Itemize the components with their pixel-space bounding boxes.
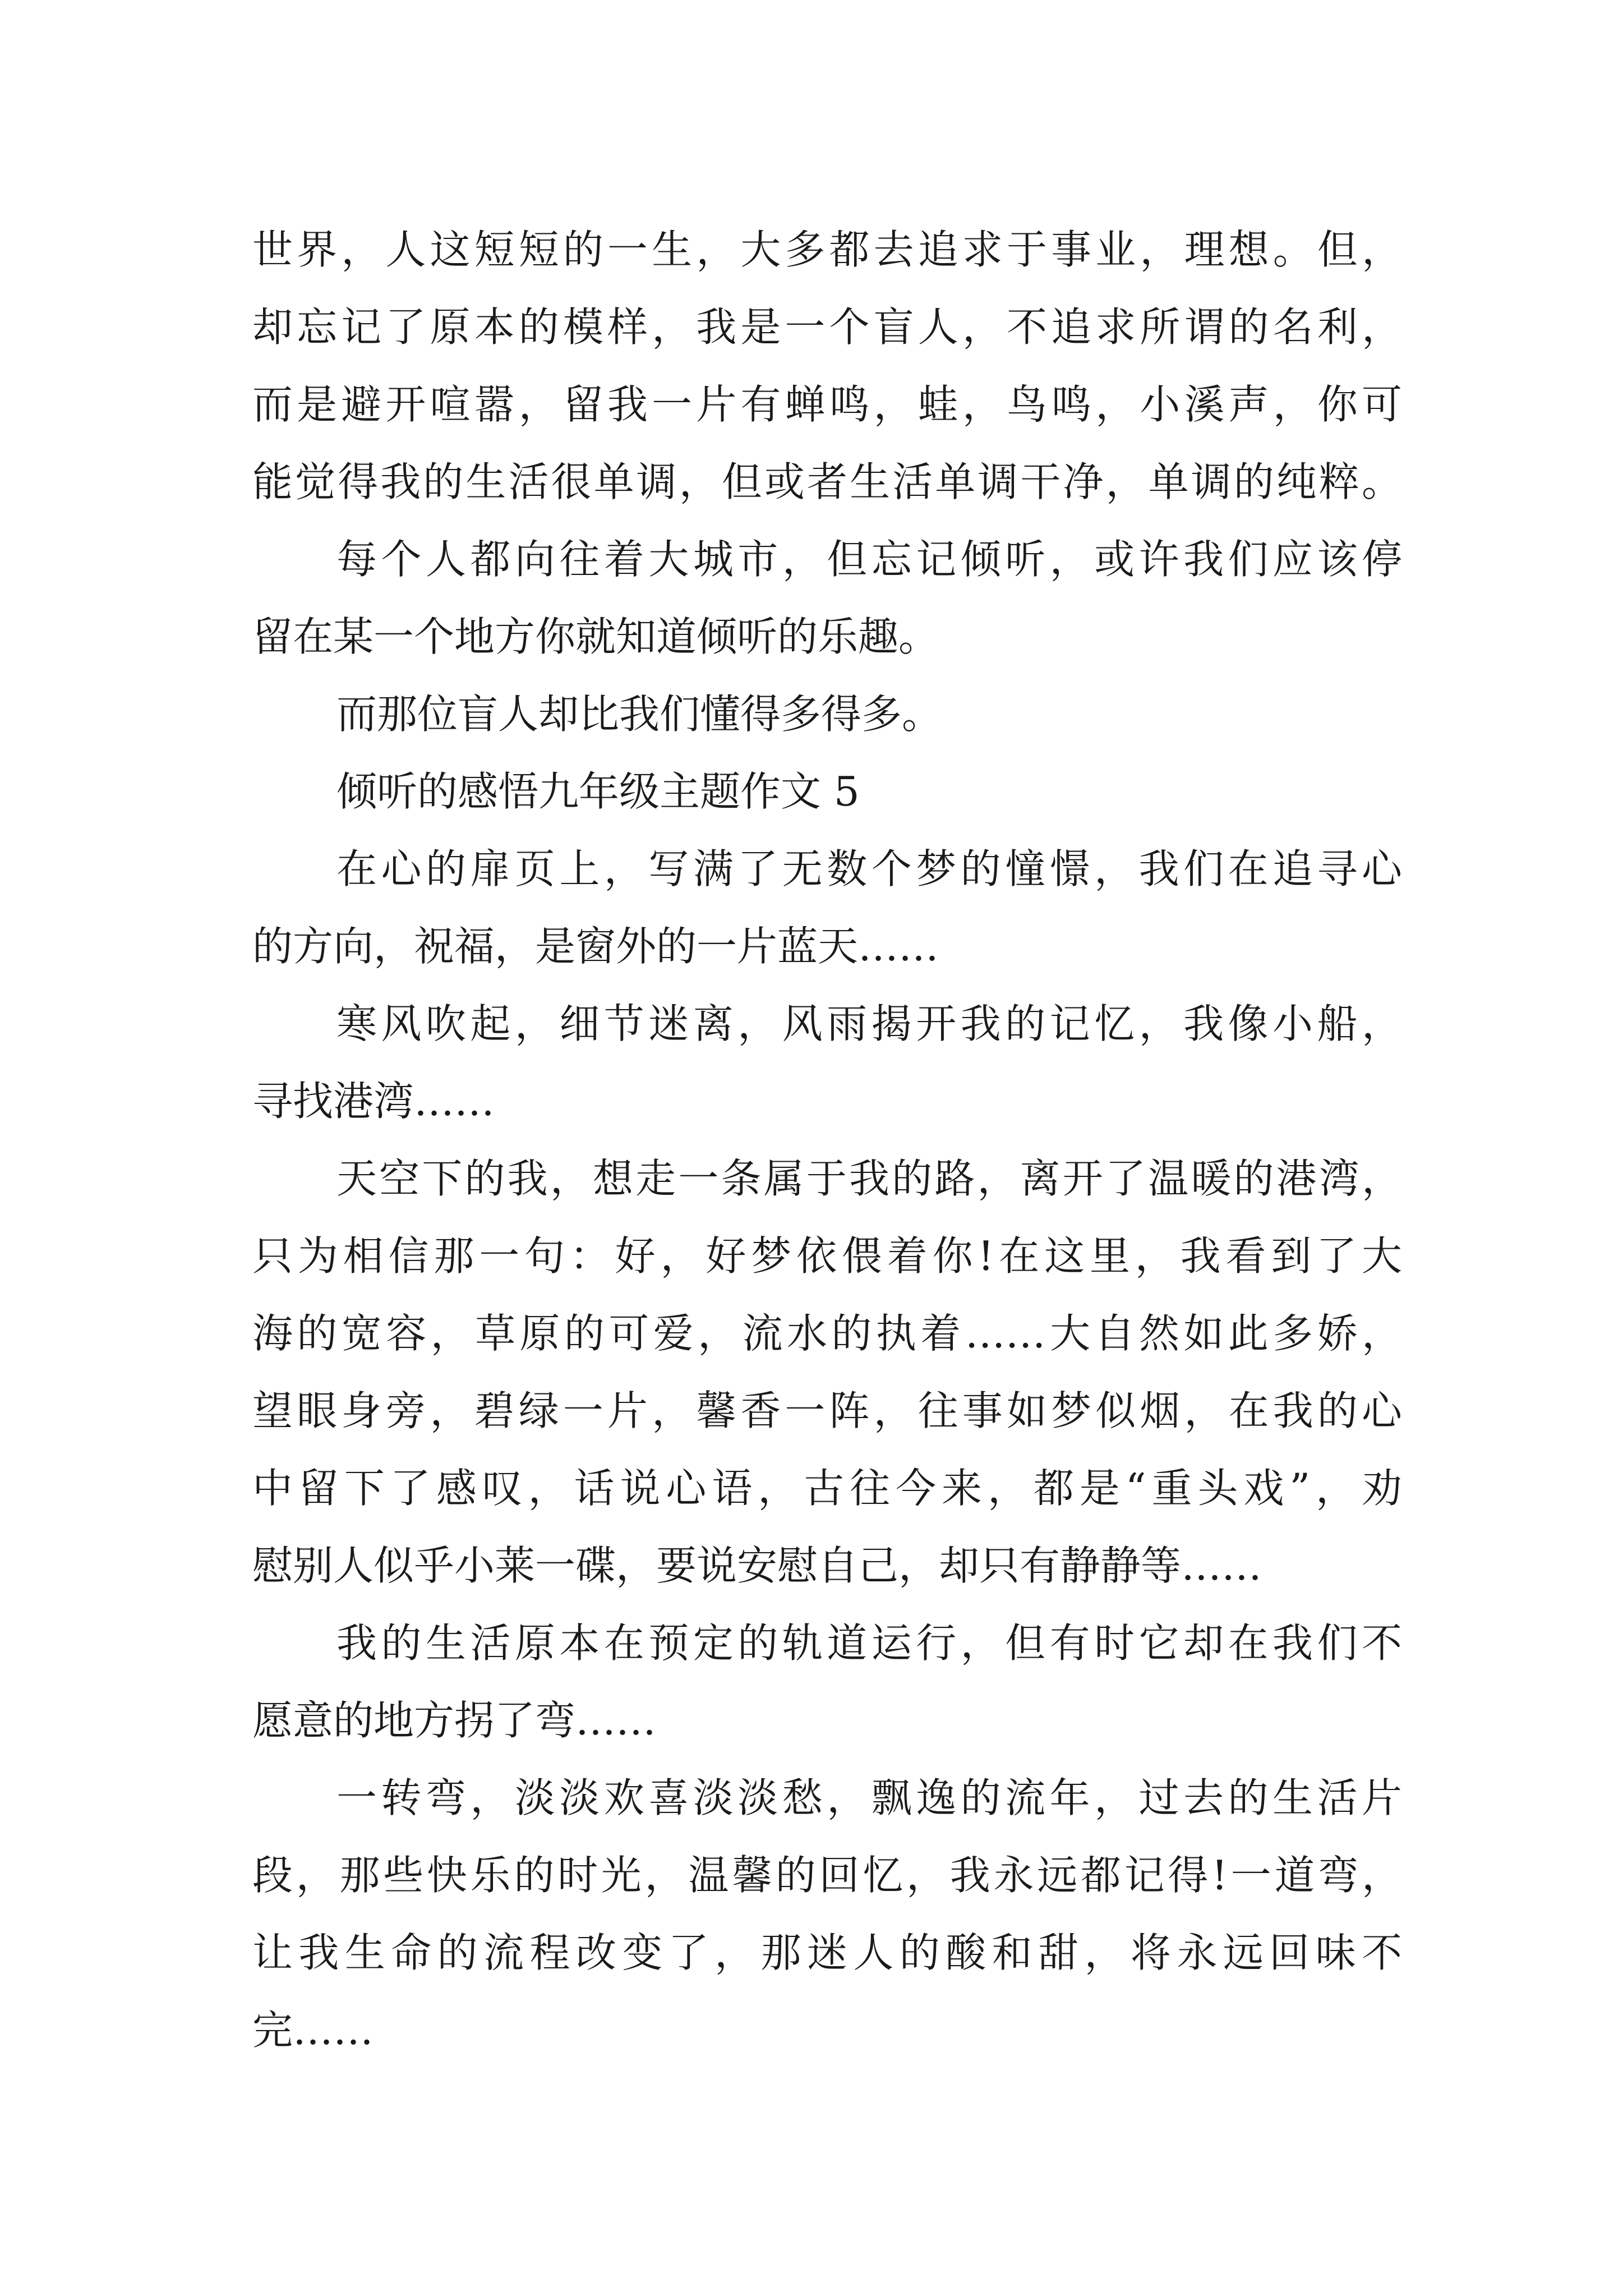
text-line: 愿意的地方拐了弯…… xyxy=(252,1697,657,1744)
text-line: 天空下的我，想走一条属于我的路，离开了温暖的港湾， xyxy=(336,1155,1402,1202)
text-line: 能觉得我的生活很单调，但或者生活单调干净，单调的纯粹。 xyxy=(252,458,1402,505)
text-line: 让我生命的流程改变了，那迷人的酸和甜，将永远回味不 xyxy=(252,1929,1402,1976)
text-line: 却忘记了原本的模样，我是一个盲人，不追求所谓的名利， xyxy=(252,303,1402,351)
text-line: 段，那些快乐的时光，温馨的回忆，我永远都记得!一道弯， xyxy=(252,1852,1402,1899)
text-line: 寻找港湾…… xyxy=(252,1078,495,1125)
text-line: 望眼身旁，碧绿一片，馨香一阵，往事如梦似烟，在我的心 xyxy=(252,1387,1402,1434)
text-line: 倾听的感悟九年级主题作文 5 xyxy=(336,768,860,815)
text-line: 留在某一个地方你就知道倾听的乐趣。 xyxy=(252,613,939,660)
text-line: 中留下了感叹，话说心语，古往今来，都是“重头戏”，劝 xyxy=(252,1465,1402,1512)
text-line: 一转弯，淡淡欢喜淡淡愁，飘逸的流年，过去的生活片 xyxy=(336,1774,1402,1821)
text-line: 海的宽容，草原的可爱，流水的执着……大自然如此多娇， xyxy=(252,1310,1402,1357)
text-line: 完…… xyxy=(252,2007,374,2054)
text-line: 我的生活原本在预定的轨道运行，但有时它却在我们不 xyxy=(336,1619,1402,1667)
text-line: 而那位盲人却比我们懂得多得多。 xyxy=(336,691,943,738)
text-line: 寒风吹起，细节迷离，风雨揭开我的记忆，我像小船， xyxy=(336,1000,1402,1047)
text-line: 在心的扉页上，写满了无数个梦的憧憬，我们在追寻心 xyxy=(336,845,1402,892)
text-line: 每个人都向往着大城市，但忘记倾听，或许我们应该停 xyxy=(336,536,1402,583)
text-line: 的方向，祝福，是窗外的一片蓝天…… xyxy=(252,923,939,970)
text-line: 世界，人这短短的一生，大多都去追求于事业，理想。但， xyxy=(252,226,1402,273)
text-line: 而是避开喧嚣，留我一片有蝉鸣，蛙，鸟鸣，小溪声，你可 xyxy=(252,381,1402,428)
text-line: 只为相信那一句：好，好梦依偎着你!在这里，我看到了大 xyxy=(252,1232,1402,1280)
document-body xyxy=(252,211,1402,2069)
text-line: 慰别人似乎小莱一碟，要说安慰自己，却只有静静等…… xyxy=(252,1542,1262,1589)
